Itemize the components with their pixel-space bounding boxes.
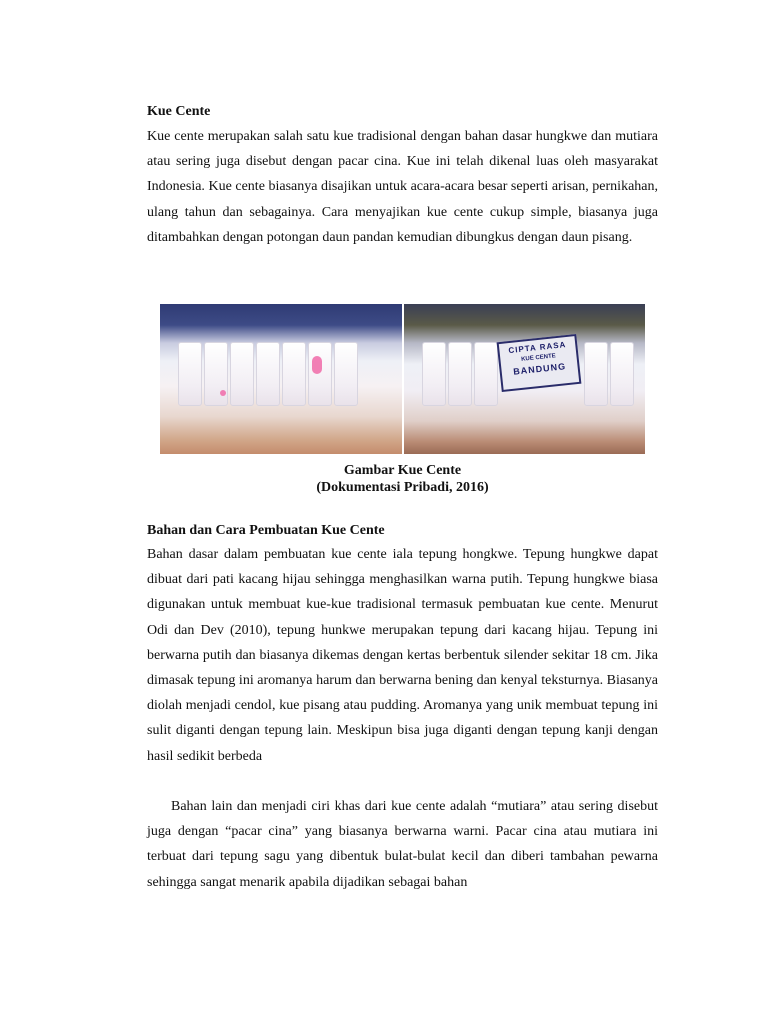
kue-cente-photo-right [404, 304, 646, 454]
section-heading-kue-cente: Kue Cente [147, 104, 211, 119]
cake-piece [308, 342, 332, 406]
cake-piece [334, 342, 358, 406]
brand-label-product: KUE CENTE [520, 353, 556, 363]
figure-caption-title: Gambar Kue Cente [343, 463, 462, 478]
cake-piece [204, 342, 228, 406]
intro-paragraph: Kue cente merupakan salah satu kue tradisional dengan bahan dasar hungkwe dan mutiara atau sering juga disebut dengan pacar cina. Kue ini telah dikenal luas oleh masyarakat Indonesia. Kue cente biasanya disajikan untuk acara-acara besar seperti arisan, pernikahan, ulang tahun dan sebagainya. Cara menyajikan kue cente cukup simple, biasanya juga ditambahkan dengan potongan daun pandan kemudian dibungkus dengan daun pisang. [147, 129, 658, 245]
kue-cente-photos [160, 304, 645, 454]
brand-label-city: BANDUNG [512, 361, 567, 377]
cake-piece [584, 342, 608, 406]
cake-piece [610, 342, 634, 406]
pink-pearl [312, 356, 322, 374]
cake-piece [282, 342, 306, 406]
cake-piece [422, 342, 446, 406]
kue-cente-photo-left [160, 304, 402, 454]
cake-piece [474, 342, 498, 406]
cake-piece [230, 342, 254, 406]
brand-label [496, 334, 581, 392]
bahan-paragraph-1: Bahan dasar dalam pembuatan kue cente iala tepung hongkwe. Tepung hungkwe dapat dibuat dari pati kacang hijau sehingga menghasilkan warna putih. Tepung hungkwe biasa digunakan untuk membuat kue-kue tradisional termasuk pembuatan kue cente. Menurut Odi dan Dev (2010), tepung hunkwe merupakan tepung dari kacang hijau. Tepung ini berwarna putih dan biasanya dikemas dengan kertas berbentuk silender sekitar 18 cm. Jika dimasak tepung ini aromanya harum dan berwarna bening dan kenyal teksturnya. Biasanya diolah menjadi cendol, kue pisang atau pudding. Aromanya yang unik membuat tepung ini sulit diganti dengan tepung lain. Meskipun bisa juga diganti dengan tepung kanji dengan hasil sedikit berbeda [147, 547, 658, 764]
cake-piece [448, 342, 472, 406]
cake-piece [256, 342, 280, 406]
section-heading-bahan: Bahan dan Cara Pembuatan Kue Cente [147, 523, 385, 538]
cake-piece [178, 342, 202, 406]
bahan-paragraph-2: Bahan lain dan menjadi ciri khas dari kue cente adalah “mutiara” atau sering disebut juga dengan “pacar cina” yang biasanya berwarna warni. Pacar cina atau mutiara ini terbuat dari tepung sagu yang dibentuk bulat-bulat kecil dan diberi tambahan pewarna sehingga sangat menarik apabila dijadikan sebagai bahan [147, 799, 658, 890]
brand-label-name: CIPTA RASA [507, 340, 567, 356]
pink-pearl [220, 390, 226, 396]
figure-caption-source: (Dokumentasi Pribadi, 2016) [316, 480, 489, 495]
